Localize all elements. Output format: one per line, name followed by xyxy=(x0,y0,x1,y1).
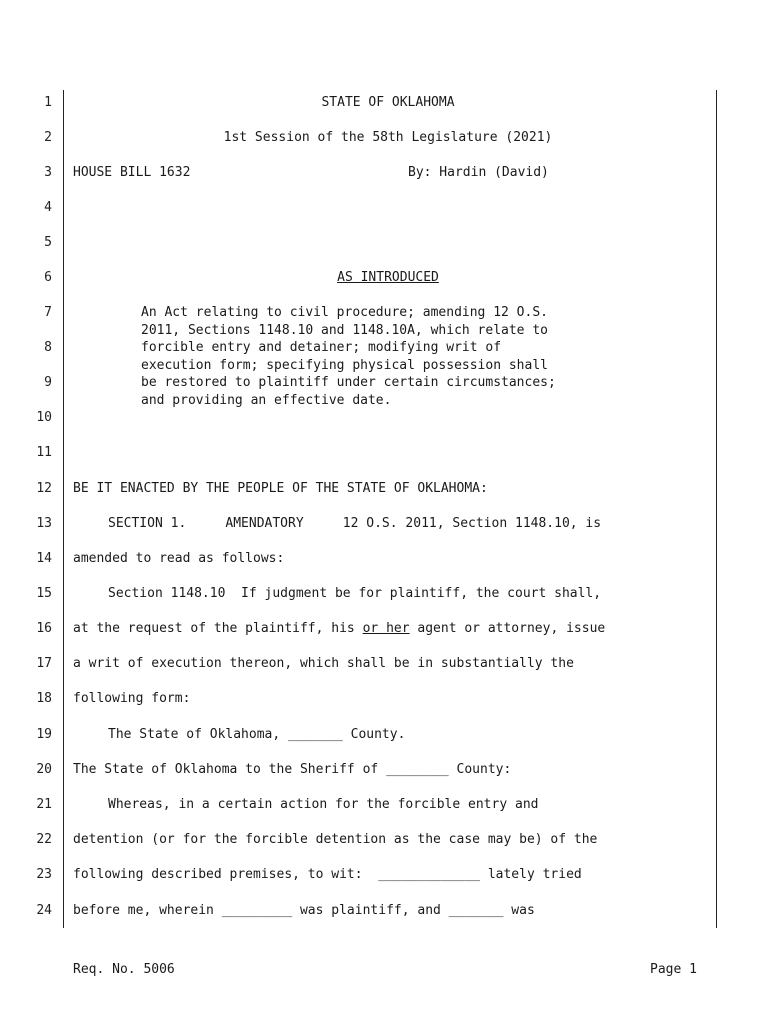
line-number: 20 xyxy=(36,762,52,777)
state-heading: STATE OF OKLAHOMA xyxy=(321,95,455,110)
line-number: 2 xyxy=(44,130,52,145)
abstract-line: 2011, Sections 1148.10 and 1148.10A, which relate to xyxy=(141,322,548,338)
line-number: 4 xyxy=(44,200,52,215)
session-heading: 1st Session of the 58th Legislature (2021) xyxy=(223,130,553,145)
body-line: The State of Oklahoma, _______ County. xyxy=(108,727,406,742)
body-line xyxy=(73,621,703,637)
body-line: Whereas, in a certain action for the forcible entry and xyxy=(108,797,539,812)
line-number: 5 xyxy=(44,235,52,250)
bill-number: HOUSE BILL 1632 xyxy=(73,165,191,180)
line-number: 8 xyxy=(44,340,52,355)
inserted-text: or her xyxy=(362,621,410,636)
line-number: 15 xyxy=(36,586,52,601)
abstract-line: execution form; specifying physical possession shall xyxy=(141,357,548,373)
enacting-clause: BE IT ENACTED BY THE PEOPLE OF THE STATE OF OKLAHOMA: xyxy=(73,481,488,496)
abstract-line: An Act relating to civil procedure; amending 12 O.S. xyxy=(141,305,548,320)
line-number: 24 xyxy=(36,903,52,918)
line-number: 22 xyxy=(36,832,52,847)
bill-abstract xyxy=(141,304,661,410)
body-text: at the request of the plaintiff, his xyxy=(73,621,363,636)
line-number: 6 xyxy=(44,270,52,285)
line-number: 9 xyxy=(44,375,52,390)
line-number: 19 xyxy=(36,727,52,742)
page-number: Page 1 xyxy=(650,962,697,977)
line-number: 7 xyxy=(44,305,52,320)
line-number: 17 xyxy=(36,656,52,671)
body-line: detention (or for the forcible detention as the case may be) of the xyxy=(73,832,598,847)
line-number: 18 xyxy=(36,691,52,706)
line-number: 1 xyxy=(44,95,52,110)
line-number: 16 xyxy=(36,621,52,636)
abstract-line: forcible entry and detainer; modifying writ of xyxy=(141,340,502,356)
line-number: 14 xyxy=(36,551,52,566)
line-number: 21 xyxy=(36,797,52,812)
line-number: 11 xyxy=(36,445,52,460)
line-number: 10 xyxy=(36,410,52,425)
line-number: 12 xyxy=(36,481,52,496)
abstract-line: be restored to plaintiff under certain circumstances; xyxy=(141,375,556,391)
body-line: before me, wherein _________ was plaintiff, and _______ was xyxy=(73,903,535,918)
status-label: AS INTRODUCED xyxy=(337,270,439,285)
body-line: The State of Oklahoma to the Sheriff of ________ County: xyxy=(73,762,512,777)
body-line: Section 1148.10 If judgment be for plaintiff, the court shall, xyxy=(108,586,602,601)
abstract-line: and providing an effective date. xyxy=(141,392,392,408)
body-text: agent or attorney, issue xyxy=(409,621,606,636)
left-margin-rule xyxy=(63,90,64,928)
line-number: 3 xyxy=(44,165,52,180)
line-number: 13 xyxy=(36,516,52,531)
author-byline: By: Hardin (David) xyxy=(408,165,549,180)
request-number: Req. No. 5006 xyxy=(73,962,175,977)
body-line: amended to read as follows: xyxy=(73,551,285,566)
status-heading xyxy=(73,270,703,286)
body-line: following described premises, to wit: _____________ lately tried xyxy=(73,867,582,882)
body-line: following form: xyxy=(73,691,191,706)
line-number: 23 xyxy=(36,867,52,882)
section-heading: SECTION 1. AMENDATORY 12 O.S. 2011, Section 1148.10, is xyxy=(108,516,602,531)
body-line: a writ of execution thereon, which shall be in substantially the xyxy=(73,656,574,671)
